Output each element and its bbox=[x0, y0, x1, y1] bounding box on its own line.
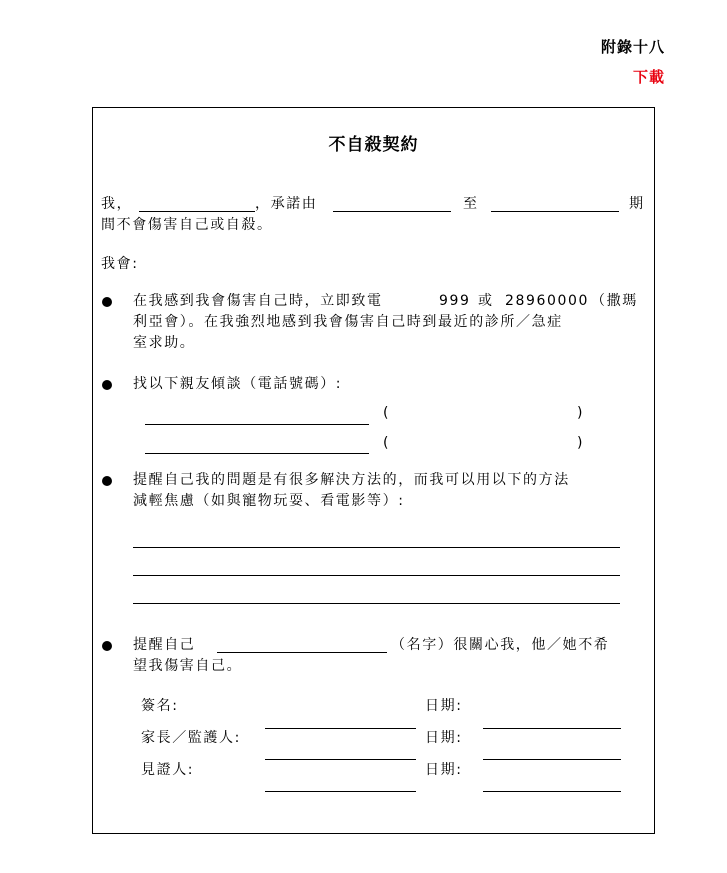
witness-date-blank[interactable] bbox=[483, 791, 621, 792]
bullet4-line2: 望我傷害自己。 bbox=[133, 658, 243, 674]
witness-label: 見證人: bbox=[141, 762, 195, 778]
bullet-dot bbox=[102, 380, 112, 390]
date-label: 日期: bbox=[425, 762, 463, 778]
intro-period-a: 期 bbox=[629, 196, 645, 212]
intro-to: 至 bbox=[463, 196, 479, 212]
paren-open: ( bbox=[383, 405, 391, 421]
bullet1-or: 或 bbox=[478, 293, 494, 309]
paren-close: ) bbox=[577, 405, 585, 421]
bullet-dot bbox=[102, 297, 112, 307]
contact-name-blank-1[interactable] bbox=[145, 424, 369, 425]
hotline-999: 999 bbox=[439, 293, 471, 309]
bullet4-line1b: （名字）很關心我，他／她不希 bbox=[391, 637, 610, 653]
date-label: 日期: bbox=[425, 698, 463, 714]
intro-period-b: 間不會傷害自己或自殺。 bbox=[101, 217, 273, 233]
contract-box bbox=[92, 107, 655, 834]
bullet-dot bbox=[102, 476, 112, 486]
method-blank-2[interactable] bbox=[133, 575, 620, 576]
hotline-samaritans: 28960000 bbox=[505, 293, 590, 309]
bullet1-line2: 利亞會）。在我強烈地感到我會傷害自己時到最近的診所／急症 bbox=[133, 314, 563, 330]
paren-open: ( bbox=[383, 435, 391, 451]
method-blank-1[interactable] bbox=[133, 547, 620, 548]
bullet-dot bbox=[102, 641, 112, 651]
guardian-label: 家長／監護人: bbox=[141, 730, 241, 746]
sign-date-blank[interactable] bbox=[483, 728, 621, 729]
name-blank[interactable] bbox=[139, 211, 255, 212]
bullet4-line1a: 提醒自己 bbox=[133, 637, 196, 653]
signature-blank[interactable] bbox=[265, 728, 416, 729]
method-blank-3[interactable] bbox=[133, 603, 620, 604]
bullet1-line1b: （撒瑪 bbox=[591, 293, 638, 309]
bullet1-line3: 室求助。 bbox=[133, 335, 196, 351]
witness-signature-blank[interactable] bbox=[265, 791, 416, 792]
paren-close: ) bbox=[577, 435, 585, 451]
i-will-label: 我會: bbox=[101, 256, 139, 272]
end-date-blank[interactable] bbox=[491, 211, 619, 212]
bullet3-line1: 提醒自己我的問題是有很多解決方法的，而我可以用以下的方法 bbox=[133, 472, 570, 488]
contract-title: 不自殺契約 bbox=[328, 135, 419, 155]
intro-promise: ，承諾由 bbox=[255, 196, 318, 212]
guardian-signature-blank[interactable] bbox=[265, 759, 416, 760]
start-date-blank[interactable] bbox=[333, 211, 451, 212]
bullet3-line2: 減輕焦慮（如與寵物玩耍、看電影等）: bbox=[133, 493, 405, 509]
contact-name-blank-2[interactable] bbox=[145, 453, 369, 454]
bullet2-line1: 找以下親友傾談（電話號碼）: bbox=[133, 376, 343, 392]
bullet1-line1a: 在我感到我會傷害自己時，立即致電 bbox=[133, 293, 383, 309]
sign-label: 簽名: bbox=[141, 698, 179, 714]
download-link[interactable]: 下載 bbox=[632, 68, 665, 86]
caring-person-blank[interactable] bbox=[217, 652, 387, 653]
date-label: 日期: bbox=[425, 730, 463, 746]
appendix-label: 附錄十八 bbox=[600, 38, 665, 56]
intro-me: 我， bbox=[101, 196, 133, 212]
guardian-date-blank[interactable] bbox=[483, 759, 621, 760]
